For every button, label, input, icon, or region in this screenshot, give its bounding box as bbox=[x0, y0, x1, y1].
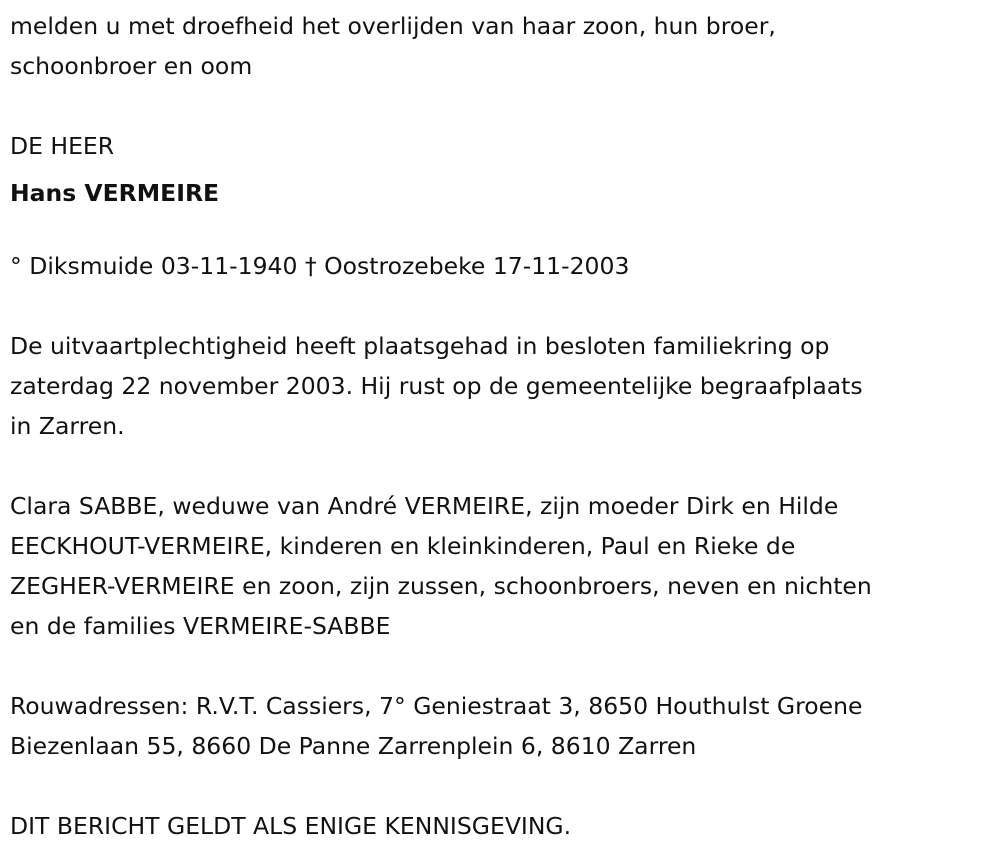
intro-line: melden u met droefheid het overlijden van haar zoon, hun broer, bbox=[10, 12, 776, 40]
family-line: Clara SABBE, weduwe van André VERMEIRE, zijn moeder Dirk en Hilde bbox=[10, 492, 839, 520]
funeral-line: De uitvaartplechtigheid heeft plaatsgehad in besloten familiekring op bbox=[10, 332, 830, 360]
birth-death-dates: ° Diksmuide 03-11-1940 † Oostrozebeke 17-11-2003 bbox=[10, 252, 630, 280]
intro-line: schoonbroer en oom bbox=[10, 52, 253, 80]
deceased-name: Hans VERMEIRE bbox=[10, 179, 220, 207]
notice-statement: DIT BERICHT GELDT ALS ENIGE KENNISGEVING. bbox=[10, 812, 572, 840]
honorific: DE HEER bbox=[10, 132, 115, 160]
obituary-notice bbox=[10, 6, 872, 846]
family-line: ZEGHER-VERMEIRE en zoon, zijn zussen, schoonbroers, neven en nichten bbox=[10, 572, 872, 600]
address-line: Rouwadressen: R.V.T. Cassiers, 7° Geniestraat 3, 8650 Houthulst Groene bbox=[10, 692, 863, 720]
family-line: en de families VERMEIRE-SABBE bbox=[10, 612, 391, 640]
funeral-line: in Zarren. bbox=[10, 412, 125, 440]
family-line: EECKHOUT-VERMEIRE, kinderen en kleinkinderen, Paul en Rieke de bbox=[10, 532, 796, 560]
address-line: Biezenlaan 55, 8660 De Panne Zarrenplein 6, 8610 Zarren bbox=[10, 732, 697, 760]
funeral-line: zaterdag 22 november 2003. Hij rust op de gemeentelijke begraafplaats bbox=[10, 372, 863, 400]
